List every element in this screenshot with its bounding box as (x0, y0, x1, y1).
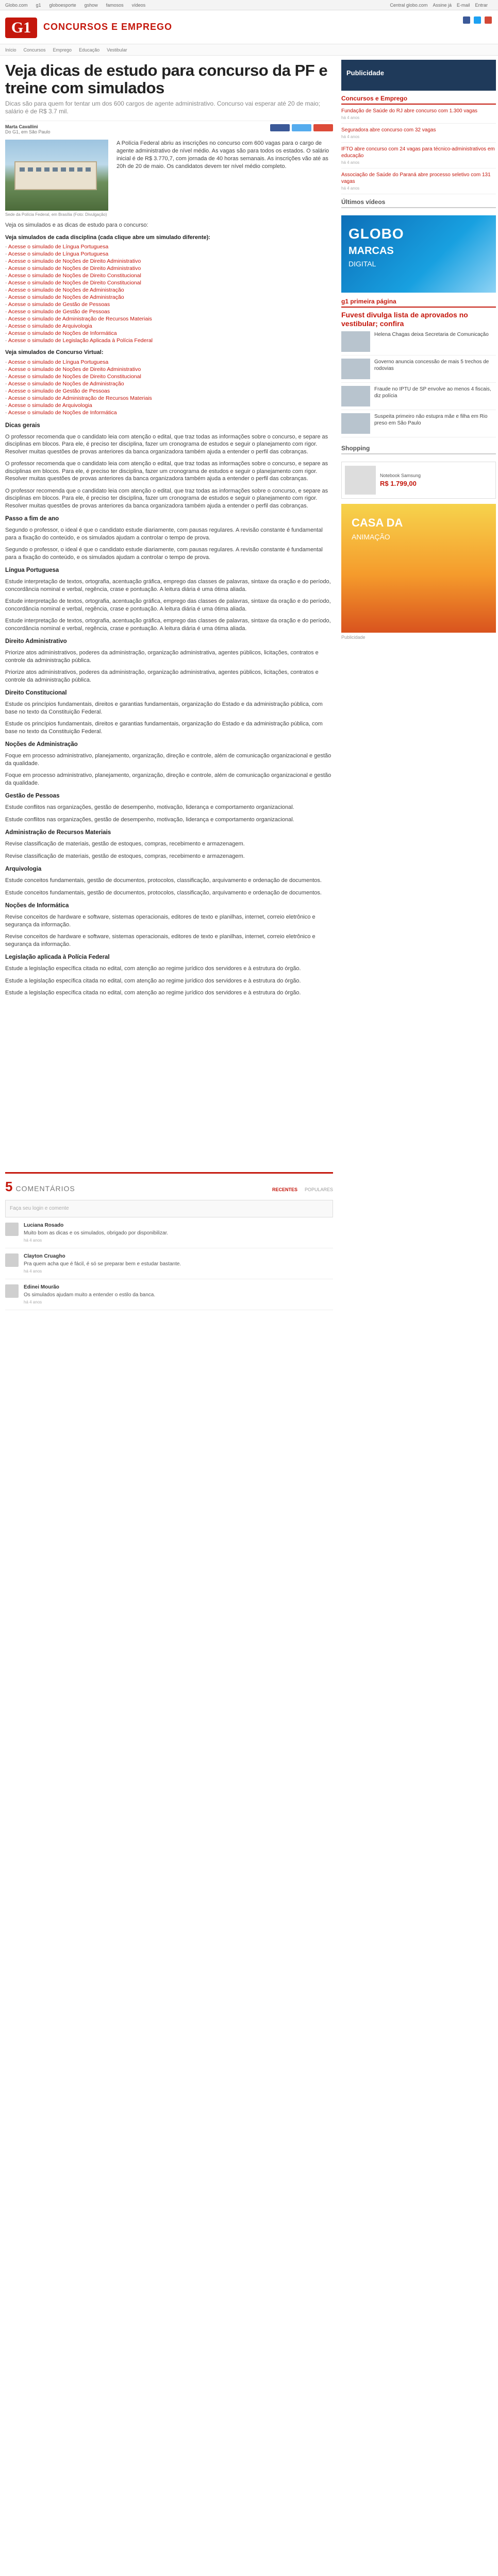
thumbnail (341, 386, 370, 406)
simulados-title: Veja simulados de cada disciplina (cada clique abre um simulado diferente): (5, 234, 210, 241)
simulado-link[interactable]: - Acesse o simulado de Noções de Direito Constitucional (5, 272, 333, 279)
primeira-pagina (341, 298, 496, 437)
section-body: Estude a legislação específica citada no edital, com atenção ao regime jurídico dos servidores e à estrutura do órgão. (5, 977, 301, 984)
section-body: Estude conflitos nas organizações, gestão de desempenho, motivação, liderança e comportamento organizacional. (5, 816, 294, 823)
menu-item-3[interactable]: gshow (84, 2, 98, 8)
menu-item-0[interactable]: Globo.com (5, 2, 28, 8)
simulado-link[interactable]: - Acesse o simulado de Legislação Aplicada à Polícia Federal (5, 337, 333, 344)
primeira-item[interactable] (341, 328, 496, 355)
section-heading: Arquivologia (5, 866, 42, 872)
primeira-item-text: Governo anuncia concessão de mais 5 trechos de rodovias (374, 359, 489, 371)
menu-right-1[interactable]: Assine já (433, 2, 452, 8)
facebook-icon[interactable] (463, 16, 470, 24)
author-location: Do G1, em São Paulo (5, 129, 51, 134)
author-name: Marta Cavallini (5, 124, 38, 129)
simulado-link[interactable]: - Acesse o simulado de Noções de Direito Administrativo (5, 258, 333, 265)
comment-meta: há 4 anos (24, 1268, 42, 1274)
ad-title-1: CASA DA (352, 516, 403, 529)
simulado-link[interactable]: - Acesse o simulado de Noções de Direito Constitucional (5, 279, 333, 286)
comments-section (5, 1172, 333, 1310)
avatar (5, 1223, 19, 1236)
product-image (345, 466, 376, 495)
videos-title: Últimos vídeos (341, 198, 496, 208)
section-heading: Gestão de Pessoas (5, 793, 60, 799)
section-heading: Direito Constitucional (5, 690, 67, 696)
section-body: Estude os princípios fundamentais, direitos e garantias fundamentais, organização do Estado e da administração pública, com base no texto da Constituição Federal. (5, 721, 323, 735)
menu-right-2[interactable]: E-mail (456, 2, 470, 8)
simulado-virtual-link[interactable]: - Acesse o simulado de Noções de Administração (5, 380, 333, 387)
simulado-link[interactable]: - Acesse o simulado de Gestão de Pessoas (5, 301, 333, 308)
section-heading: Dicas gerais (5, 422, 40, 429)
comments-label: COMENTÁRIOS (15, 1184, 75, 1193)
comment-text: Pra quem acha que é fácil, é só se preparar bem e estudar bastante. (24, 1261, 181, 1267)
tab-populares[interactable]: POPULARES (304, 1187, 333, 1192)
top-menu-right (390, 3, 493, 8)
section-body: Estude conceitos fundamentais, gestão de documentos, protocolos, classificação, arquivamento e ordenação de documentos. (5, 889, 322, 896)
photo-caption: Sede da Polícia Federal, em Brasília (Foto: Divulgação) (5, 212, 107, 217)
simulado-virtual-link[interactable]: - Acesse o simulado de Arquivologia (5, 402, 333, 409)
news-item[interactable] (341, 168, 496, 194)
news-title: IFTO abre concurso com 24 vagas para técnico-administrativos em educação (341, 146, 495, 159)
section-body: Revise conceitos de hardware e software, sistemas operacionais, editores de texto e planilhas, internet, correio eletrônico e segurança da informação. (5, 934, 316, 947)
lead-block (5, 140, 333, 217)
banner-text-3: DIGITAL (348, 260, 376, 268)
sidebar-news-title[interactable]: Concursos e Emprego (341, 95, 496, 105)
sidebar-ad[interactable] (341, 60, 496, 91)
section-body: O professor recomenda que o candidato leia com atenção o edital, que traz todas as informações sobre o concurso, e separe as disciplinas em blocos. Para ele, é preciso ter disciplina, fazer um cronograma de estudos e seguir o planejamento com rigor. Resolver muitas questões de provas anteriores da banca organizadora também ajuda a entender o perfil das cobranças. (5, 433, 328, 455)
simulado-virtual-link[interactable]: - Acesse o simulado de Gestão de Pessoas (5, 387, 333, 395)
section-body: Segundo o professor, o ideal é que o candidato estude diariamente, com pausas regulares. A revisão constante é fundamental para a fixação do conteúdo, e os simulados ajudam a controlar o tempo de prova. (5, 547, 323, 561)
section-body: Estude interpretação de textos, ortografia, acentuação gráfica, emprego das classes de palavras, sintaxe da oração e do período, concordância nominal e verbal, regência, crase e pontuação. A leitura diária é uma ótima aliada. (5, 598, 331, 612)
section-body: Revise conceitos de hardware e software, sistemas operacionais, editores de texto e planilhas, internet, correio eletrônico e segurança da informação. (5, 914, 316, 928)
section-heading: Direito Administrativo (5, 638, 67, 645)
section-heading: Língua Portuguesa (5, 567, 59, 573)
section-body: Estude a legislação específica citada no edital, com atenção ao regime jurídico dos servidores e à estrutura do órgão. (5, 965, 301, 972)
primeira-item-text: Fraude no IPTU de SP envolve ao menos 4 fiscais, diz polícia (374, 386, 491, 399)
sub-navigation (0, 44, 498, 56)
primeira-title[interactable]: g1 primeira página (341, 298, 496, 308)
section-body: Estude interpretação de textos, ortografia, acentuação gráfica, emprego das classes de palavras, sintaxe da oração e do período, concordância nominal e verbal, regência, crase e pontuação. A leitura diária é uma ótima aliada. (5, 618, 331, 632)
section-body: Foque em processo administrativo, planejamento, organização, direção e controle, além de comunicação organizacional e gestão da qualidade. (5, 753, 331, 767)
intro-paragraph: Veja os simulados e as dicas de estudo para o concurso: (5, 222, 148, 228)
article-title: Veja dicas de estudo para concurso da PF e treine com simulados (5, 61, 328, 97)
simulado-virtual-link[interactable]: - Acesse o simulado de Noções de Informática (5, 409, 333, 416)
header (0, 10, 498, 44)
section-body: Priorize atos administrativos, poderes da administração, organização administrativa, agentes públicos, licitações, contratos e controle da administração pública. (5, 669, 319, 683)
subnav-item-3[interactable]: Educação (79, 47, 100, 53)
section-body: Revise classificação de materiais, gestão de estoques, compras, recebimento e armazenagem. (5, 853, 245, 859)
section-heading: Administração de Recursos Materiais (5, 829, 111, 836)
subnav-item-2[interactable]: Emprego (53, 47, 72, 53)
simulado-link[interactable]: - Acesse o simulado de Administração de Recursos Materiais (5, 315, 333, 323)
subnav-item-1[interactable]: Concursos (23, 47, 46, 53)
primeira-headline[interactable]: Fuvest divulga lista de aprovados no vestibular; confira (341, 311, 468, 328)
news-date: há 4 anos (341, 134, 360, 139)
news-date: há 4 anos (341, 186, 360, 191)
logo-text: G1 (11, 19, 31, 36)
simulado-virtual-link[interactable]: - Acesse o simulado de Noções de Direito Constitucional (5, 373, 333, 380)
simulado-link[interactable]: - Acesse o simulado de Noções de Administração (5, 294, 333, 301)
section-body: Estude a legislação específica citada no edital, com atenção ao regime jurídico dos servidores e à estrutura do órgão. (5, 990, 301, 996)
sidebar (341, 60, 496, 1310)
simulado-link[interactable]: - Acesse o simulado de Noções de Informática (5, 330, 333, 337)
section-heading: Noções de Informática (5, 903, 69, 909)
primeira-item-text: Suspeita primeiro não estupra mãe e filha em Rio preso em São Paulo (374, 414, 488, 426)
article-subtitle: Dicas são para quem for tentar um dos 600 cargos de agente administrativo. Concurso vai esperar até 20 de maio; salário é de R$ 3.7 mil. (5, 100, 320, 115)
g1-logo[interactable] (5, 18, 37, 38)
comment-tabs (272, 1187, 333, 1192)
simulado-virtual-link[interactable]: - Acesse o simulado de Administração de Recursos Materiais (5, 395, 333, 402)
comment-author[interactable]: Edinei Mourão (24, 1284, 59, 1290)
section-body: Foque em processo administrativo, planejamento, organização, direção e controle, além de comunicação organizacional e gestão da qualidade. (5, 772, 331, 786)
comment-meta: há 4 anos (24, 1299, 42, 1304)
comment-item (5, 1279, 333, 1310)
comments-header (5, 1174, 333, 1200)
primeira-item[interactable] (341, 355, 496, 383)
menu-item-1[interactable]: g1 (36, 2, 41, 8)
banner-text-1: GLOBO (348, 226, 404, 242)
product-name: Notebook Samsung (380, 473, 421, 478)
comment-author[interactable]: Clayton Cruagho (24, 1253, 65, 1259)
primeira-item-text: Helena Chagas deixa Secretaria de Comunicação (374, 332, 489, 337)
simulado-link[interactable]: - Acesse o simulado de Língua Portuguesa (5, 243, 333, 250)
avatar (5, 1284, 19, 1298)
byline (5, 121, 333, 134)
news-date: há 4 anos (341, 160, 360, 165)
thumbnail (341, 359, 370, 379)
top-menu (0, 0, 498, 10)
section-body: Estude conflitos nas organizações, gestão de desempenho, motivação, liderança e comportamento organizacional. (5, 804, 294, 810)
simulado-link[interactable]: - Acesse o simulado de Gestão de Pessoas (5, 308, 333, 315)
content-wrapper (0, 56, 498, 1310)
thumbnail (341, 331, 370, 352)
news-title: Fundação de Saúde do RJ abre concurso com 1.300 vagas (341, 108, 478, 114)
subnav-item-4[interactable]: Vestibular (107, 47, 127, 53)
ad-title-2: ANIMAÇÃO (352, 533, 390, 541)
simulado-virtual-link[interactable]: - Acesse o simulado de Noções de Direito Administrativo (5, 366, 333, 373)
shopping-title: Shopping (341, 445, 496, 454)
comment-item (5, 1217, 333, 1248)
simulado-link[interactable]: - Acesse o simulado de Noções de Direito Administrativo (5, 265, 333, 272)
menu-item-4[interactable]: famosos (106, 2, 124, 8)
building-image (14, 161, 97, 190)
social-icons (461, 16, 492, 24)
subnav-item-0[interactable]: Início (5, 47, 16, 53)
globo-marcas-banner[interactable] (341, 215, 496, 293)
ad-label: Publicidade (346, 69, 384, 77)
section-body: Estude os princípios fundamentais, direitos e garantias fundamentais, organização do Estado e da administração pública, com base no texto da Constituição Federal. (5, 701, 323, 715)
article-photo[interactable] (5, 140, 108, 211)
lead-paragraph: A Polícia Federal abriu as inscrições no concurso com 600 vagas para o cargo de agente administrativo de nível médio. As vagas são para todos os estados. O salário inicial é de R$ 3.770,7, com jornada de 40 horas semanais. As inscrições vão até as 20h de 20 de maio. Os candidatos devem ter nível médio completo. (117, 140, 329, 170)
product-price: R$ 1.799,00 (380, 480, 417, 487)
article (5, 60, 333, 1310)
avatar (5, 1253, 19, 1267)
comment-author[interactable]: Luciana Rosado (24, 1222, 64, 1228)
banner-text-2: MARCAS (348, 245, 394, 257)
section-heading: Passo a fim de ano (5, 516, 59, 522)
animation-ad[interactable] (341, 504, 496, 633)
primeira-item[interactable] (341, 383, 496, 410)
news-item[interactable] (341, 105, 496, 124)
section-body: O professor recomenda que o candidato leia com atenção o edital, que traz todas as informações sobre o concurso, e separe as disciplinas em blocos. Para ele, é preciso ter disciplina, fazer um cronograma de estudos e seguir o planejamento com rigor. Resolver muitas questões de provas anteriores da banca organizadora também ajuda a entender o perfil das cobranças. (5, 461, 328, 482)
simulado-virtual-link[interactable]: - Acesse o simulado de Língua Portuguesa (5, 359, 333, 366)
section-heading: Noções de Administração (5, 741, 78, 748)
simulados-virtual-list (5, 359, 333, 416)
comment-meta: há 4 anos (24, 1238, 42, 1243)
section-title[interactable]: CONCURSOS E EMPREGO (43, 22, 173, 32)
twitter-share-icon[interactable] (292, 124, 311, 131)
news-title: Seguradora abre concurso com 32 vagas (341, 127, 436, 133)
section-body: O professor recomenda que o candidato leia com atenção o edital, que traz todas as informações sobre o concurso, e separe as disciplinas em blocos. Para ele, é preciso ter disciplina, fazer um cronograma de estudos e seguir o planejamento com rigor. Resolver muitas questões de provas anteriores da banca organizadora também ajuda a entender o perfil das cobranças. (5, 487, 328, 509)
article-sections (5, 422, 333, 997)
ad-note: Publicidade (341, 635, 366, 640)
shopping-item[interactable] (341, 462, 496, 499)
menu-item-5[interactable]: vídeos (131, 2, 146, 8)
thumbnail (341, 413, 370, 434)
section-body: Revise classificação de materiais, gestão de estoques, compras, recebimento e armazenagem. (5, 841, 245, 847)
comment-item (5, 1248, 333, 1279)
facebook-share-icon[interactable] (270, 124, 290, 131)
simulado-link[interactable]: - Acesse o simulado de Língua Portuguesa (5, 250, 333, 258)
google-share-icon[interactable] (313, 124, 333, 131)
share-buttons (270, 124, 333, 134)
menu-item-2[interactable]: globoesporte (49, 2, 76, 8)
comment-input[interactable]: Faça seu login e comente (5, 1200, 333, 1217)
simulados-virtual-title: Veja simulados de Concurso Virtual: (5, 349, 104, 355)
section-body: Priorize atos administrativos, poderes da administração, organização administrativa, agentes públicos, licitações, contratos e controle da administração pública. (5, 650, 319, 664)
section-body: Segundo o professor, o ideal é que o candidato estude diariamente, com pausas regulares. A revisão constante é fundamental para a fixação do conteúdo, e os simulados ajudam a controlar o tempo de prova. (5, 527, 323, 541)
simulados-list (5, 243, 333, 344)
comment-text: Muito bom as dicas e os simulados, obrigado por disponibilizar. (24, 1230, 169, 1236)
news-item[interactable] (341, 124, 496, 143)
news-title: Associação de Saúde do Paraná abre processo seletivo com 131 vagas (341, 172, 491, 184)
google-plus-icon[interactable] (485, 16, 492, 24)
menu-right-3[interactable]: Entrar (475, 2, 488, 8)
section-body: Estude interpretação de textos, ortografia, acentuação gráfica, emprego das classes de palavras, sintaxe da oração e do período, concordância nominal e verbal, regência, crase e pontuação. A leitura diária é uma ótima aliada. (5, 579, 331, 592)
twitter-icon[interactable] (474, 16, 481, 24)
section-heading: Legislação aplicada à Polícia Federal (5, 954, 110, 960)
tab-recentes[interactable]: RECENTES (272, 1187, 297, 1192)
menu-right-0[interactable]: Central globo.com (390, 2, 428, 8)
comment-count: 5 (5, 1178, 13, 1194)
simulado-link[interactable]: - Acesse o simulado de Noções de Administração (5, 286, 333, 294)
comment-text: Os simulados ajudam muito a entender o estilo da banca. (24, 1292, 156, 1298)
news-date: há 4 anos (341, 115, 360, 120)
simulado-link[interactable]: - Acesse o simulado de Arquivologia (5, 323, 333, 330)
section-body: Estude conceitos fundamentais, gestão de documentos, protocolos, classificação, arquivamento e ordenação de documentos. (5, 877, 322, 884)
news-item[interactable] (341, 143, 496, 168)
primeira-item[interactable] (341, 410, 496, 437)
